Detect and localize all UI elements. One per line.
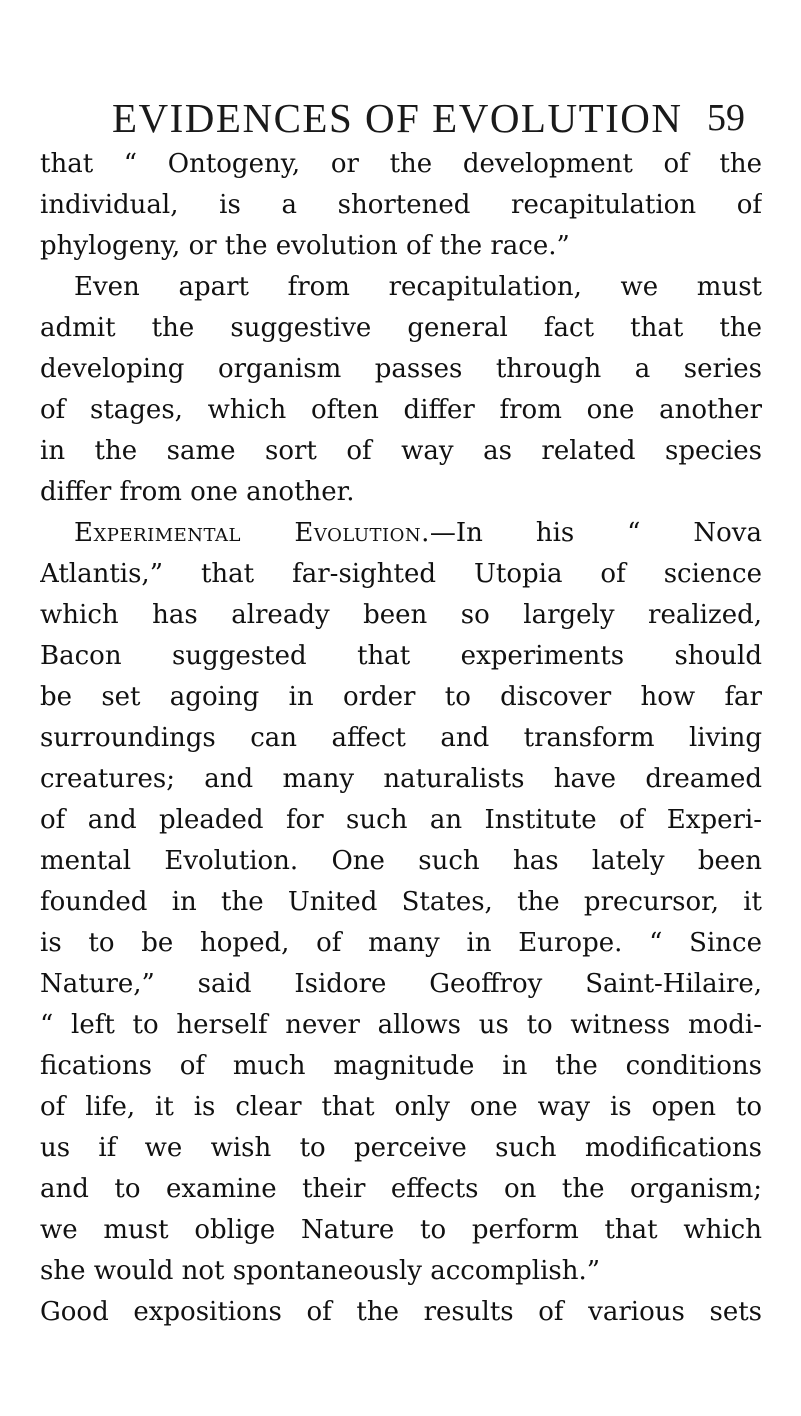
text-line: us if we wish to perceive such modifications (40, 1133, 762, 1163)
text-line: of stages, which often differ from one another (40, 395, 762, 425)
text-line: she would not spontaneously accomplish.” (40, 1256, 601, 1286)
text-line: creatures; and many naturalists have dreamed (40, 764, 762, 794)
text-line: of life, it is clear that only one way is open to (40, 1092, 762, 1122)
body-text (40, 144, 762, 1333)
text-line: individual, is a shortened recapitulation of (40, 190, 762, 220)
text-line: phylogeny, or the evolution of the race.” (40, 231, 570, 261)
text-line: that “ Ontogeny, or the development of the (40, 149, 762, 179)
text-line: “ left to herself never allows us to witness modi- (40, 1010, 762, 1040)
text-line: Good expositions of the results of various sets (40, 1297, 762, 1327)
text-line: in the same sort of way as related species (40, 436, 762, 466)
text-line: differ from one another. (40, 477, 355, 507)
text-line: Even apart from recapitulation, we must (74, 272, 762, 302)
text-line: founded in the United States, the precursor, it (40, 887, 762, 917)
text-line: Atlantis,” that far-sighted Utopia of science (40, 559, 762, 589)
text-line: of and pleaded for such an Institute of Experi- (40, 805, 762, 835)
section-heading-line (40, 513, 762, 554)
text-line: which has already been so largely realized, (40, 600, 762, 630)
text-line: surroundings can affect and transform living (40, 723, 762, 753)
text-line: admit the suggestive general fact that the (40, 313, 762, 343)
text-line: mental Evolution. One such has lately been (40, 846, 762, 876)
text-line: we must oblige Nature to perform that which (40, 1215, 762, 1245)
text-line: Bacon suggested that experiments should (40, 641, 762, 671)
text-line: —In his “ Nova (429, 518, 762, 548)
text-line: is to be hoped, of many in Europe. “ Since (40, 928, 762, 958)
text-line: fications of much magnitude in the conditions (40, 1051, 762, 1081)
text-line: developing organism passes through a series (40, 354, 762, 384)
text-line: Nature,” said Isidore Geoffroy Saint-Hilaire, (40, 969, 762, 999)
text-line: and to examine their effects on the organism; (40, 1174, 762, 1204)
running-title: EVIDENCES OF EVOLUTION (112, 95, 683, 141)
page-number: 59 (707, 97, 745, 139)
running-head (0, 88, 801, 148)
text-line: be set agoing in order to discover how far (40, 682, 762, 712)
section-heading: Experimental Evolution. (74, 518, 430, 548)
